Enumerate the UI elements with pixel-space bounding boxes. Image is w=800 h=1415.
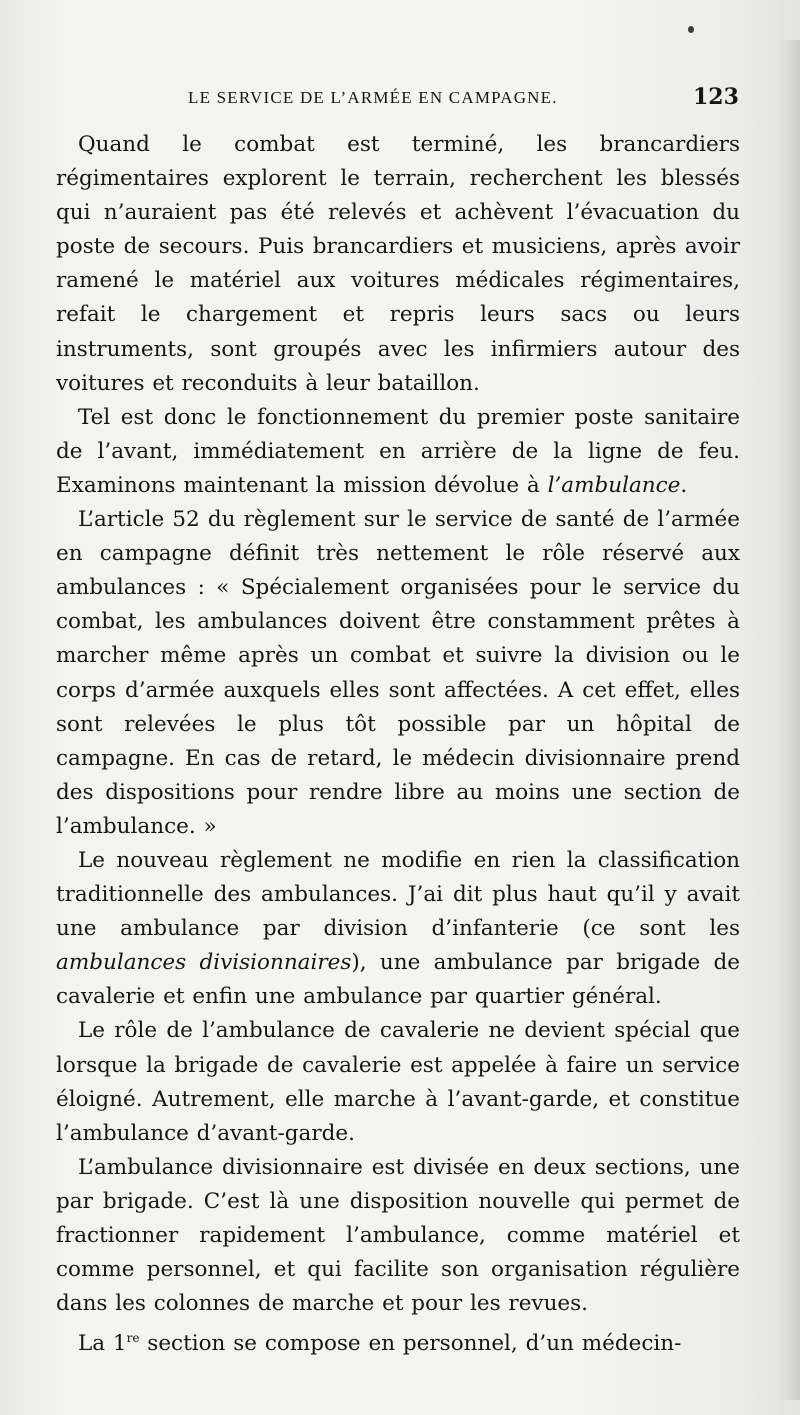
paragraph-1 xyxy=(56,128,740,401)
paragraph-1-text: Quand le combat est terminé, les brancardiers régimentaires explorent le terrain, recherchent les blessés qui n’auraient pas été relevés et achèvent l’évacuation du poste de secours. Puis brancardiers et musiciens, après avoir ramené le matériel aux voitures médicales régimentaires, refait le chargement et repris leurs sacs ou leurs instruments, sont groupés avec les infirmiers autour des voitures et reconduits à leur bataillon. xyxy=(56,132,740,396)
paragraph-4-italic: ambulances divisionnaires xyxy=(56,950,352,976)
paragraph-5-text: Le rôle de l’ambulance de cavalerie ne devient spécial que lorsque la brigade de cavalerie est appelée à faire un service éloigné. Autrement, elle marche à l’avant-garde, et constitue l’ambulance d’avant-garde. xyxy=(56,1018,740,1146)
paragraph-2-text: Tel est donc le fonctionnement du premier poste sanitaire de l’avant, immédiatement en arrière de la ligne de feu. Examinons maintenant la mission dévolue à xyxy=(56,404,740,498)
paragraph-7-superscript: re xyxy=(126,1331,140,1346)
body-text xyxy=(56,128,740,1361)
paragraph-6-text: L’ambulance divisionnaire est divisée en deux sections, une par brigade. C’est là une disposition nouvelle qui permet de fractionner rapidement l’ambulance, comme matériel et comme personnel, et qui facilite son organisation régulière dans les colonnes de marche et pour les revues. xyxy=(56,1154,740,1317)
paragraph-4-text-end: ), une ambulance par brigade de cavalerie et enfin une ambulance par quartier général. xyxy=(56,950,740,1010)
page-edge-shadow xyxy=(778,40,800,1400)
paragraph-2-italic: l’ambulance xyxy=(547,472,681,498)
paragraph-7-text: La 1 xyxy=(78,1331,127,1357)
ink-speck xyxy=(688,26,694,33)
paragraph-3 xyxy=(56,503,740,844)
paragraph-2-text-end: . xyxy=(680,472,688,498)
paragraph-3-text: L’article 52 du règlement sur le service de santé de l’armée en campagne définit très nettement le rôle réservé aux ambulances : « Spécialement organisées pour le service du combat, les ambulances doivent être constamment prêtes à marcher même après un combat et suivre la division ou le corps d’armée auxquels elles sont affectées. A cet effet, elles sont relevées le plus tôt possible par un hôpital de campagne. En cas de retard, le médecin divisionnaire prend des dispositions pour rendre libre au moins une section de l’ambulance. » xyxy=(56,507,740,839)
paragraph-7-text-end: section se compose en personnel, d’un médecin- xyxy=(139,1331,682,1357)
page-number: 123 xyxy=(693,84,739,110)
paragraph-5 xyxy=(56,1014,740,1150)
paragraph-2 xyxy=(56,401,740,503)
paragraph-4 xyxy=(56,844,740,1014)
running-head-title: LE SERVICE DE L’ARMÉE EN CAMPAGNE. xyxy=(188,88,558,107)
running-head xyxy=(0,84,800,118)
paragraph-7 xyxy=(56,1321,740,1361)
paragraph-4-text: Le nouveau règlement ne modifie en rien la classification traditionnelle des ambulances. J’ai dit plus haut qu’il y avait une ambulance par division d’infanterie (ce sont les xyxy=(56,847,740,942)
paragraph-6 xyxy=(56,1151,740,1321)
